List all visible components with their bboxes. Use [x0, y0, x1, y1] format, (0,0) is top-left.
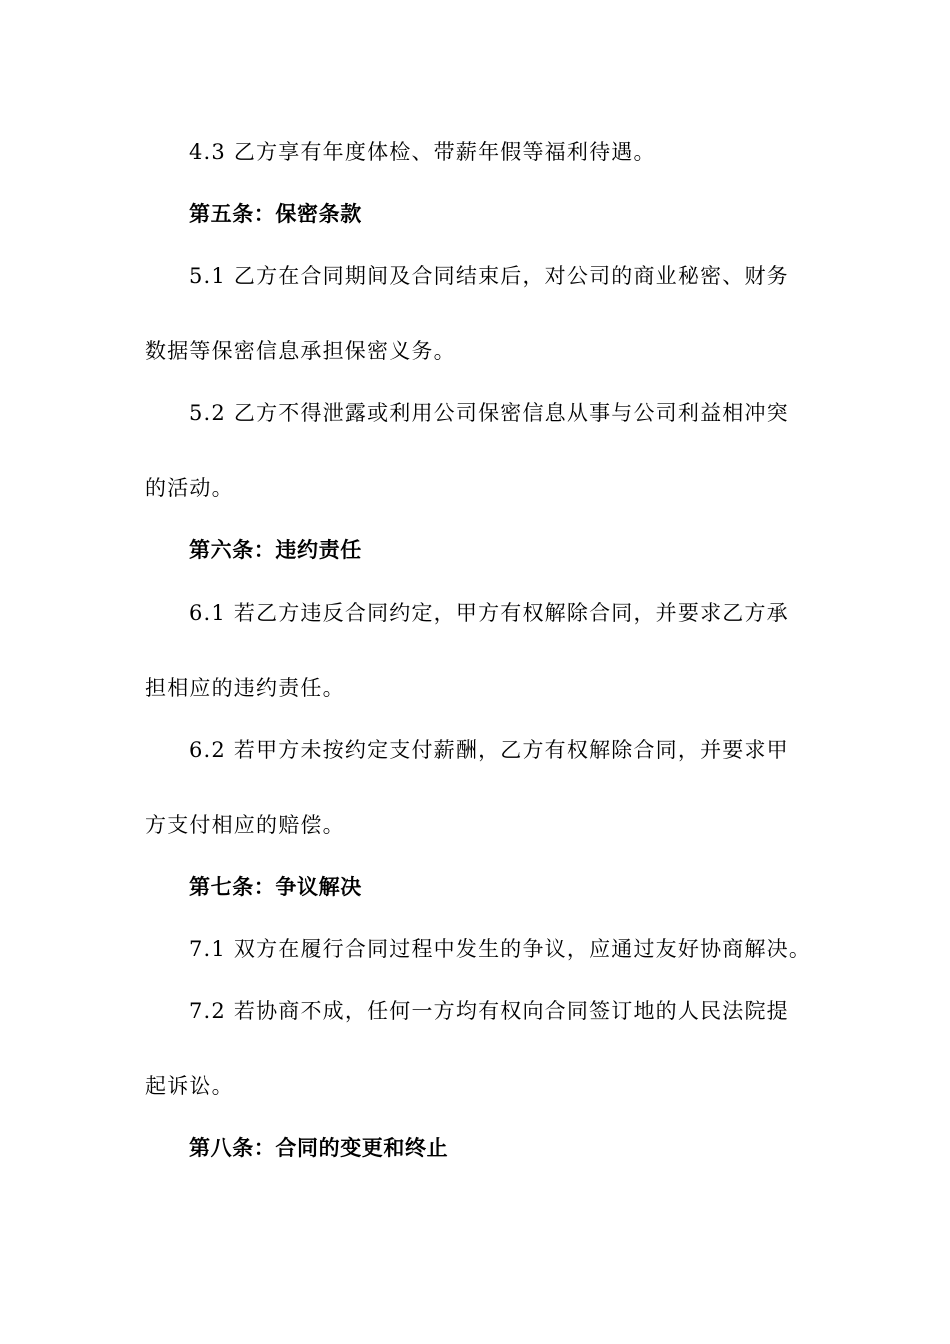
- clause-6-1-text-line-1: 6.1 若乙方违反合同约定，甲方有权解除合同，并要求乙方承: [189, 601, 789, 625]
- clause-5-2-text-line-2: 的活动。: [145, 476, 234, 500]
- clause-7-2-text-line-2: 起诉讼。: [145, 1074, 234, 1098]
- section-heading-article-7: 第七条：争议解决: [189, 875, 362, 899]
- section-heading-article-8: 第八条：合同的变更和终止: [189, 1136, 449, 1160]
- clause-4-3-text: 4.3 乙方享有年度体检、带薪年假等福利待遇。: [189, 140, 656, 164]
- section-heading-article-5: 第五条：保密条款: [189, 202, 362, 226]
- clause-7-2-text-line-1: 7.2 若协商不成，任何一方均有权向合同签订地的人民法院提: [189, 999, 789, 1023]
- clause-5-1-text-line-2: 数据等保密信息承担保密义务。: [145, 339, 456, 363]
- clause-5-2-text-line-1: 5.2 乙方不得泄露或利用公司保密信息从事与公司利益相冲突: [189, 401, 789, 425]
- clause-5-1-text-line-1: 5.1 乙方在合同期间及合同结束后，对公司的商业秘密、财务: [189, 264, 789, 288]
- section-heading-article-6: 第六条：违约责任: [189, 538, 362, 562]
- clause-6-2-text-line-1: 6.2 若甲方未按约定支付薪酬，乙方有权解除合同，并要求甲: [189, 738, 789, 762]
- clause-6-2-text-line-2: 方支付相应的赔偿。: [145, 813, 345, 837]
- clause-7-1-text: 7.1 双方在履行合同过程中发生的争议，应通过友好协商解决。: [189, 937, 812, 961]
- clause-6-1-text-line-2: 担相应的违约责任。: [145, 676, 345, 700]
